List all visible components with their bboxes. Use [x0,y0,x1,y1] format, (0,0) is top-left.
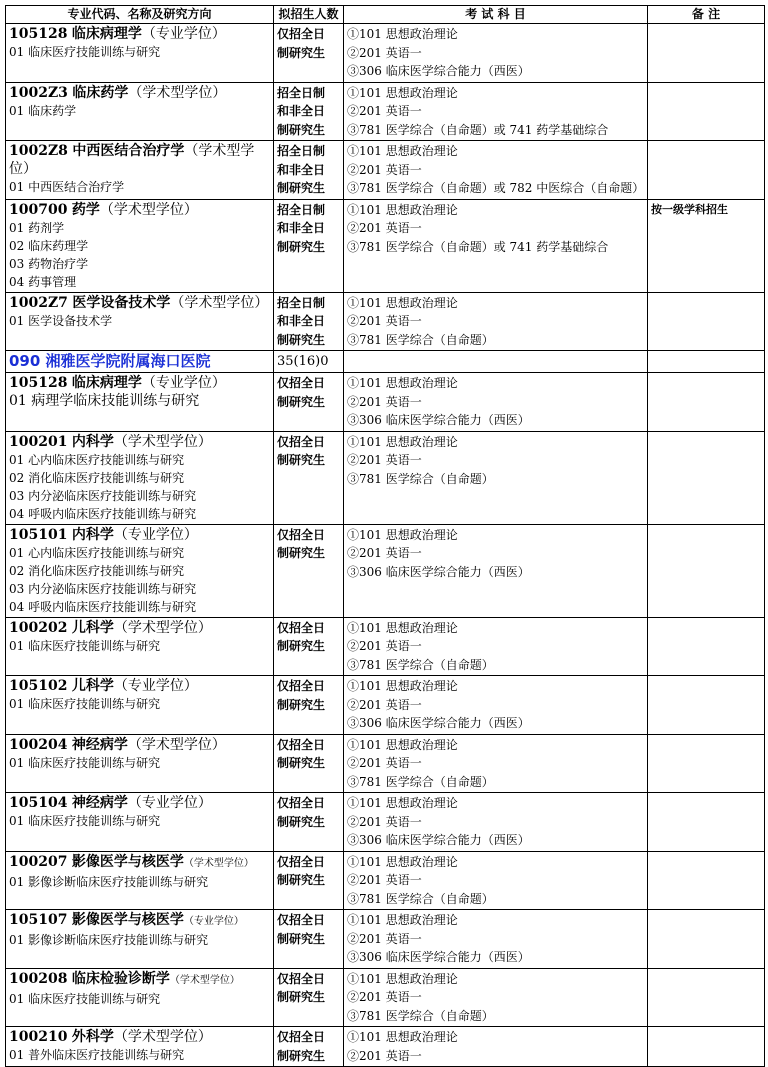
major-title [9,25,270,43]
major-title [9,677,270,695]
degree-type: （学术型学位） [113,433,212,450]
table-row [6,199,765,292]
quota-text: 仅招全日 [277,854,326,869]
research-direction: 01 影像诊断临床医疗技能训练与研究 [9,933,209,947]
quota-text: 仅招全日 [277,737,326,752]
research-direction: 01 临床医疗技能训练与研究 [9,755,161,770]
exam-subject: ①101 思想政治理论 [347,376,458,390]
exam-subject: ①101 思想政治理论 [347,620,458,635]
exam-cell [344,141,648,200]
note-cell [648,676,765,735]
major-name: 医学设备技术学 [72,294,171,311]
major-title [9,84,270,102]
table-row [6,82,765,141]
research-direction: 02 消化临床医疗技能训练与研究 [9,563,185,578]
major-name: 儿科学 [71,619,114,636]
exam-subject: ②201 英语一 [347,104,422,118]
degree-type: （专业学位） [113,678,198,694]
quota-text: 招全日制 [277,295,326,310]
exam-subject: ③306 临床医学综合能力（西医） [347,833,530,847]
note-cell [648,82,765,141]
major-code: 105128 [9,26,68,42]
quota-cell [274,431,344,524]
exam-subject: ③781 医学综合（自命题）或 782 中医综合（自命题） [347,181,645,195]
research-direction: 01 医学设备技术学 [9,313,113,328]
quota-text: 制研究生 [277,814,326,829]
major-cell [6,524,274,617]
research-direction: 04 呼吸内临床医疗技能训练与研究 [9,599,197,614]
quota-cell [274,24,344,83]
quota-text: 制研究生 [277,639,326,653]
admissions-table [5,5,765,1067]
exam-subject: ②201 英语一 [347,45,422,60]
note-cell [648,292,765,351]
quota-text: 制研究生 [277,181,326,195]
exam-subject: ③781 医学综合（自命题） [347,1008,494,1023]
major-title [9,526,270,544]
degree-type: （学术型学位） [128,84,227,101]
quota-text: 仅招全日 [277,1030,326,1044]
quota-text: 招全日制 [277,144,326,158]
major-code: 100700 [9,201,68,218]
exam-cell [344,524,648,617]
note-cell [648,734,765,793]
exam-cell [344,910,648,969]
major-cell [6,431,274,524]
exam-cell [344,851,648,910]
table-header-row [6,6,765,24]
note-cell [648,199,765,292]
degree-type: （学术型学位） [99,201,198,218]
major-cell [6,910,274,969]
research-direction: 01 临床医疗技能训练与研究 [9,45,161,59]
exam-cell [344,431,648,524]
note-cell [648,1027,765,1067]
unit-row [6,351,765,373]
major-code: 100210 [9,1029,68,1045]
degree-type: （专业学位） [127,795,212,811]
quota-text: 制研究生 [277,332,326,347]
quota-cell [274,910,344,969]
major-code: 105102 [9,678,68,694]
quota-text: 仅招全日 [277,376,326,390]
major-title [9,911,270,931]
exam-cell [344,292,648,351]
major-title [9,294,270,312]
major-name: 临床病理学 [71,375,142,391]
note-text: 按一级学科招生 [651,202,728,216]
exam-subject: ②201 英语一 [347,453,422,467]
exam-subject: ②201 英语一 [347,697,422,712]
table-body [6,24,765,1067]
major-code: 100207 [9,853,68,870]
exam-cell [344,734,648,793]
degree-type: （专业学位） [141,26,226,42]
table-row [6,968,765,1027]
major-code: 100201 [9,433,68,450]
quota-text: 仅招全日 [277,434,326,449]
quota-cell [274,141,344,200]
exam-subject: ②201 英语一 [347,221,422,235]
exam-subject: ③306 临床医学综合能力（西医） [347,413,530,427]
research-direction: 01 影像诊断临床医疗技能训练与研究 [9,874,209,889]
quota-text: 制研究生 [277,453,326,467]
exam-subject: ②201 英语一 [347,873,422,887]
major-name: 神经病学 [71,795,128,811]
table-row [6,141,765,200]
note-cell [648,373,765,432]
exam-subject: ②201 英语一 [347,990,422,1004]
table-row [6,373,765,432]
exam-cell [344,82,648,141]
exam-cell [344,617,648,676]
major-name: 内科学 [71,526,114,543]
major-name: 中西医结合治疗学 [72,143,185,159]
header-major: 专业代码、名称及研究方向 [6,6,274,24]
exam-subject: ③781 医学综合（自命题）或 741 药学基础综合 [347,239,609,254]
unit-exam-cell [344,351,648,373]
major-name: 临床药学 [72,84,129,101]
exam-cell [344,676,648,735]
major-code: 100204 [9,736,68,753]
quota-text: 和非全日 [277,221,326,235]
degree-type: （学术型学位） [113,1029,212,1045]
exam-subject: ③781 医学综合（自命题） [347,332,494,347]
exam-subject: ②201 英语一 [347,814,422,829]
note-cell [648,524,765,617]
major-cell [6,793,274,852]
table-row [6,292,765,351]
exam-subject: ①101 思想政治理论 [347,1030,458,1044]
major-code: 105128 [9,375,68,391]
exam-subject: ①101 思想政治理论 [347,85,458,100]
major-code: 105104 [9,795,68,811]
major-name: 神经病学 [71,736,128,753]
major-name: 药学 [71,201,100,218]
quota-text: 仅招全日 [277,971,326,986]
exam-subject: ③781 医学综合（自命题） [347,471,494,486]
exam-subject: ②201 英语一 [347,162,422,177]
quota-text: 仅招全日 [277,620,326,635]
major-code: 105101 [9,526,68,543]
table-row [6,431,765,524]
major-code: 100208 [9,970,68,987]
exam-cell [344,1027,648,1067]
research-direction: 03 内分泌临床医疗技能训练与研究 [9,581,197,596]
exam-subject: ①101 思想政治理论 [347,434,458,449]
table-row [6,910,765,969]
note-cell [648,851,765,910]
note-cell [648,431,765,524]
unit-name-cell [6,351,274,373]
major-name: 儿科学 [71,678,114,694]
quota-text: 仅招全日 [277,527,326,542]
exam-subject: ②201 英语一 [347,1048,422,1063]
table-row [6,1027,765,1067]
quota-text: 仅招全日 [277,27,326,41]
research-direction: 01 药剂学 [9,220,65,235]
degree-type: （学术型学位） [127,736,226,753]
major-title [9,619,270,637]
quota-cell [274,82,344,141]
header-exam: 考 试 科 目 [344,6,648,24]
exam-subject: ②201 英语一 [347,314,422,328]
major-code: 1002Z7 [9,294,68,311]
note-cell [648,968,765,1027]
exam-subject: ①101 思想政治理论 [347,854,458,869]
research-direction: 01 中西医结合治疗学 [9,180,125,194]
exam-subject: ③306 临床医学综合能力（西医） [347,716,530,730]
exam-subject: ①101 思想政治理论 [347,202,458,217]
major-title [9,374,270,392]
quota-text: 仅招全日 [277,679,326,693]
major-name: 外科学 [71,1029,114,1045]
research-direction: 01 临床医疗技能训练与研究 [9,991,161,1006]
major-cell [6,676,274,735]
quota-text: 仅招全日 [277,913,326,927]
major-title [9,1028,270,1046]
exam-subject: ①101 思想政治理论 [347,913,458,927]
note-cell [648,617,765,676]
table-row [6,793,765,852]
major-title [9,853,270,873]
research-direction: 01 病理学临床技能训练与研究 [9,393,200,409]
exam-subject: ③781 医学综合（自命题）或 741 药学基础综合 [347,122,609,137]
major-cell [6,617,274,676]
quota-cell [274,524,344,617]
exam-subject: ②201 英语一 [347,639,422,653]
quota-text: 仅招全日 [277,796,326,810]
major-cell [6,734,274,793]
exam-subject: ①101 思想政治理论 [347,27,458,41]
exam-subject: ②201 英语一 [347,546,422,560]
research-direction: 03 药物治疗学 [9,256,89,271]
table-row [6,24,765,83]
quota-text: 制研究生 [277,873,326,887]
quota-text: 制研究生 [277,756,326,770]
major-cell [6,851,274,910]
major-code: 1002Z3 [9,84,68,101]
research-direction: 02 临床药理学 [9,238,89,253]
major-name: 影像医学与核医学 [71,912,184,928]
exam-subject: ③781 医学综合（自命题） [347,774,494,789]
exam-subject: ②201 英语一 [347,931,422,946]
exam-subject: ③306 临床医学综合能力（西医） [347,64,530,78]
research-direction: 01 普外临床医疗技能训练与研究 [9,1048,185,1062]
unit-name: 090 湘雅医学院附属海口医院 [9,352,211,370]
exam-subject: ①101 思想政治理论 [347,737,458,752]
exam-cell [344,24,648,83]
research-direction: 01 临床医疗技能训练与研究 [9,638,161,653]
major-title [9,433,270,451]
major-cell [6,292,274,351]
quota-text: 制研究生 [277,697,326,712]
quota-text: 制研究生 [277,122,326,137]
unit-quota: 35(16)0 [277,354,329,369]
major-code: 100202 [9,619,68,636]
quota-text: 和非全日 [277,104,326,118]
table-row [6,617,765,676]
exam-cell [344,373,648,432]
quota-cell [274,968,344,1027]
research-direction: 01 临床药学 [9,103,77,118]
major-cell [6,24,274,83]
major-cell [6,199,274,292]
quota-cell [274,373,344,432]
degree-type: （学术型学位） [113,619,212,636]
research-direction: 04 药事管理 [9,274,77,289]
exam-subject: ②201 英语一 [347,756,422,770]
exam-subject: ①101 思想政治理论 [347,796,458,810]
major-cell [6,373,274,432]
header-note: 备 注 [648,6,765,24]
degree-type: （专业学位） [113,526,198,543]
quota-cell [274,793,344,852]
major-code: 1002Z8 [9,143,68,159]
degree-type: （学术型学位） [183,857,254,869]
major-code: 105107 [9,912,68,928]
exam-subject: ②201 英语一 [347,394,422,409]
major-name: 临床检验诊断学 [71,970,170,987]
exam-subject: ③781 医学综合（自命题） [347,657,494,672]
exam-subject: ①101 思想政治理论 [347,144,458,158]
major-name: 影像医学与核医学 [71,853,184,870]
research-direction: 01 心内临床医疗技能训练与研究 [9,545,185,560]
note-cell [648,910,765,969]
exam-subject: ①101 思想政治理论 [347,679,458,693]
table-row [6,734,765,793]
major-cell [6,1027,274,1067]
major-cell [6,82,274,141]
note-cell [648,141,765,200]
research-direction: 02 消化临床医疗技能训练与研究 [9,470,185,485]
unit-quota-cell [274,351,344,373]
quota-text: 招全日制 [277,85,326,100]
degree-type: （专业学位） [183,916,244,927]
major-cell [6,968,274,1027]
research-direction: 03 内分泌临床医疗技能训练与研究 [9,488,197,503]
quota-text: 制研究生 [277,931,326,946]
table-row [6,524,765,617]
research-direction: 01 临床医疗技能训练与研究 [9,697,161,711]
quota-text: 制研究生 [277,394,326,409]
degree-type: （学术型学位） [170,294,269,311]
research-direction: 04 呼吸内临床医疗技能训练与研究 [9,506,197,521]
major-title [9,970,270,990]
major-cell [6,141,274,200]
exam-cell [344,968,648,1027]
quota-cell [274,676,344,735]
exam-subject: ①101 思想政治理论 [347,527,458,542]
quota-text: 制研究生 [277,990,326,1004]
exam-subject: ③306 临床医学综合能力（西医） [347,950,530,964]
quota-text: 招全日制 [277,202,326,217]
quota-cell [274,617,344,676]
degree-type: （学术型学位） [169,974,240,986]
degree-type: （专业学位） [141,375,226,391]
exam-cell [344,793,648,852]
degree-type: （学术型学位） [9,143,255,177]
exam-subject: ①101 思想政治理论 [347,971,458,986]
quota-cell [274,199,344,292]
exam-subject: ①101 思想政治理论 [347,295,458,310]
research-direction: 01 心内临床医疗技能训练与研究 [9,452,185,467]
quota-cell [274,292,344,351]
major-title [9,736,270,754]
unit-note-cell [648,351,765,373]
major-title [9,142,270,178]
quota-text: 制研究生 [277,45,326,60]
table-row [6,851,765,910]
exam-subject: ③781 医学综合（自命题） [347,891,494,906]
quota-cell [274,734,344,793]
major-title [9,201,270,219]
major-name: 内科学 [71,433,114,450]
quota-cell [274,1027,344,1067]
header-quota: 拟招生人数 [274,6,344,24]
note-cell [648,793,765,852]
exam-subject: ③306 临床医学综合能力（西医） [347,564,530,579]
note-cell [648,24,765,83]
table-row [6,676,765,735]
quota-text: 制研究生 [277,1048,326,1063]
major-title [9,794,270,812]
quota-cell [274,851,344,910]
research-direction: 01 临床医疗技能训练与研究 [9,814,161,828]
major-name: 临床病理学 [71,26,142,42]
quota-text: 和非全日 [277,314,326,328]
quota-text: 制研究生 [277,239,326,254]
exam-cell [344,199,648,292]
quota-text: 制研究生 [277,546,326,560]
quota-text: 和非全日 [277,162,326,177]
